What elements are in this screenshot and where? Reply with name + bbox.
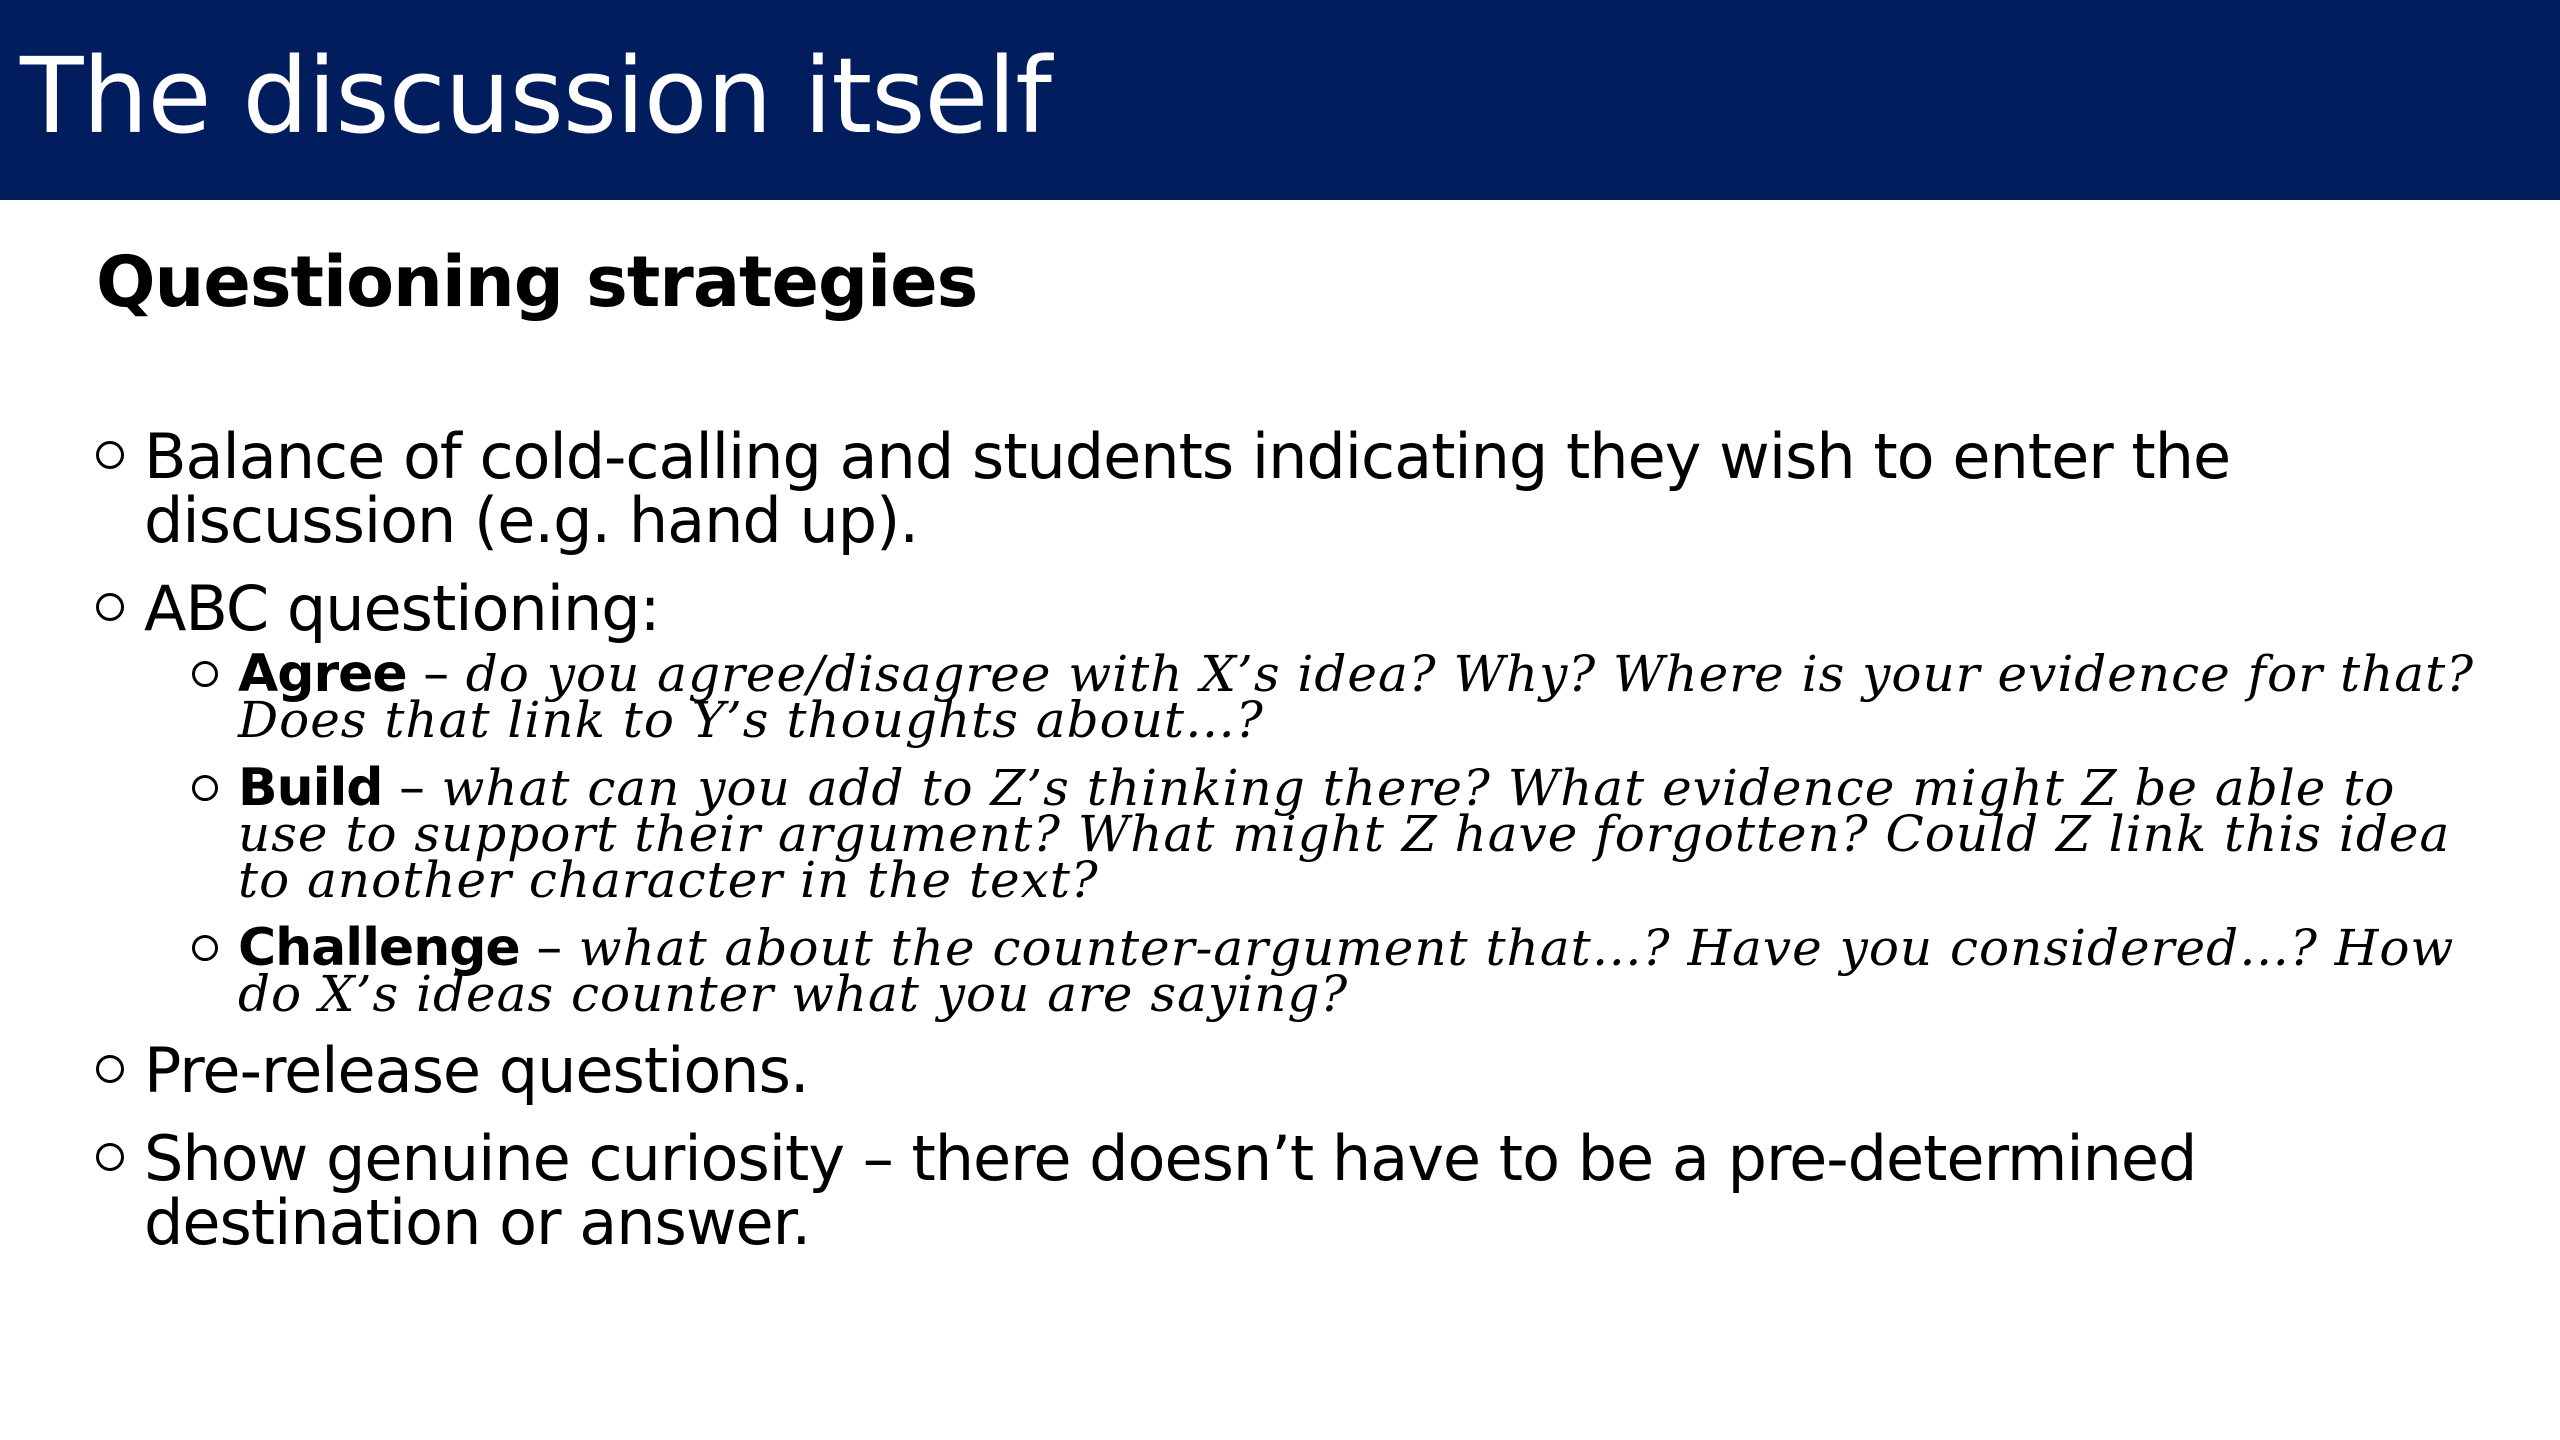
sub-bullet-challenge (192, 918, 2476, 1023)
bullet-item (96, 1034, 2476, 1107)
hollow-circle-bullet-icon (192, 775, 218, 801)
bullet-text: ABC questioning: (144, 572, 660, 645)
sub-bullet-description: what can you add to Z’s thinking there? What evidence might Z be able to use to support their argument? What might Z have forgotten? Could Z link this idea to another character in the text? (238, 759, 2451, 909)
hollow-circle-bullet-icon (96, 593, 124, 621)
bullet-item (96, 420, 2476, 557)
bullet-text: Balance of cold-calling and students indicating they wish to enter the discussion (e.g. hand up). (144, 420, 2231, 557)
hollow-circle-bullet-icon (192, 661, 218, 687)
sub-bullet-description: what about the counter-argument that…? Have you considered…? How do X’s ideas counter what you are saying? (238, 919, 2455, 1023)
hollow-circle-bullet-icon (96, 1143, 124, 1171)
slide-subtitle: Questioning strategies (96, 241, 978, 323)
bullet-text: Show genuine curiosity – there doesn’t have to be a pre-determined destination or answer. (144, 1122, 2197, 1259)
title-bar (0, 0, 2560, 200)
bullet-list (96, 420, 2476, 1259)
sub-bullet-term: Build (238, 758, 383, 818)
hollow-circle-bullet-icon (96, 1055, 124, 1083)
bullet-item (96, 1122, 2476, 1259)
sub-bullet-description: do you agree/disagree with X’s idea? Why? Where is your evidence for that? Does that link to Y’s thoughts about…? (238, 645, 2474, 749)
sub-bullet-agree (192, 644, 2476, 749)
bullet-item (96, 572, 2476, 645)
sub-bullet-term: Challenge (238, 918, 520, 978)
slide-title: The discussion itself (20, 35, 1051, 157)
hollow-circle-bullet-icon (96, 441, 124, 469)
sub-bullet-separator: – (406, 644, 466, 704)
sub-bullet-separator: – (519, 918, 579, 978)
sub-bullet-separator: – (382, 758, 442, 818)
hollow-circle-bullet-icon (192, 935, 218, 961)
abc-sub-list (192, 644, 2476, 1023)
sub-bullet-term: Agree (238, 644, 407, 704)
bullet-text: Pre-release questions. (144, 1034, 809, 1107)
sub-bullet-build (192, 758, 2476, 909)
